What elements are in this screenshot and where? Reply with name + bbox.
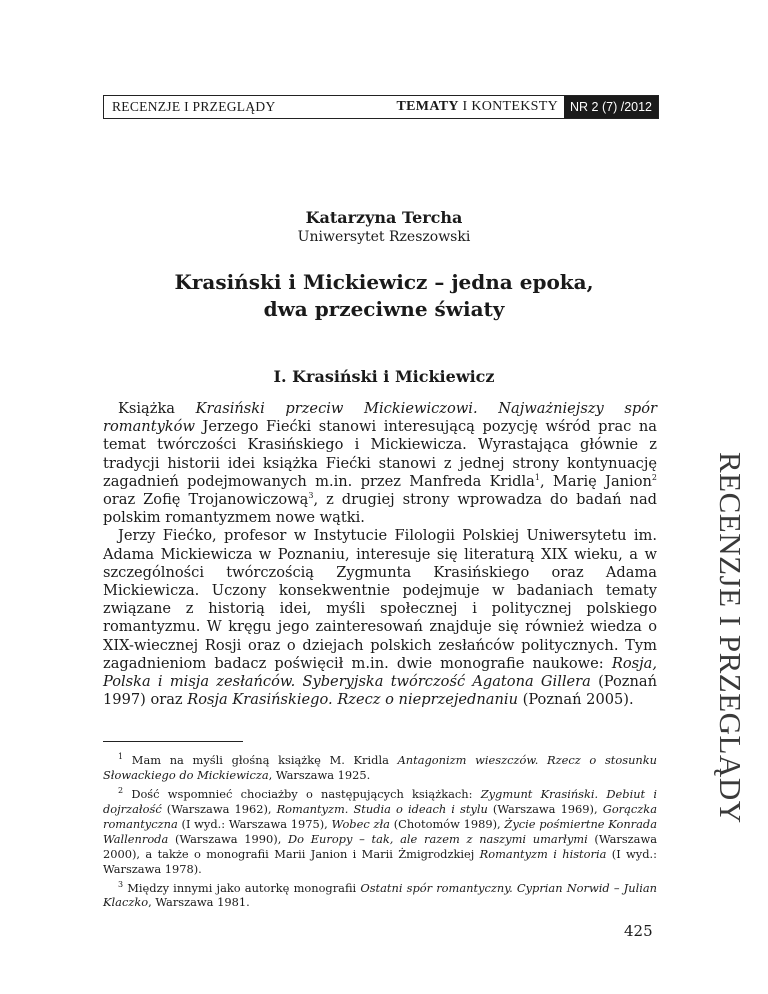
paragraph-2: Jerzy Fiećko, profesor w Instytucie Filologii Polskiej Uniwersytetu im. Adama Mickiewicza w Poznaniu, interesuje się literaturą XIX wieku, a w szczególności twórczością Zygmunta Krasińskiego oraz Adama Mickiewicza. Uczony konsekwentnie podejmuje w badaniach tematy związane z historią idei, myśli społecznej i politycznej polskiego romantyzmu. W kręgu jego zainteresowań znajduje się również wiedza o XIX-wiecznej Rosji oraz o dziejach polskich zesłańców politycznych. Tym zagadnieniom badacz poświęcił m.in. dwie monografie naukowe: Rosja, Polska i misja zesłańców. Syberyjska twórczość Agatona Gillera (Poznań 1997) oraz Rosja Krasińskiego. Rzecz o nieprzejednaniu (Poznań 2005). bbox=[103, 527, 657, 709]
footnote-ref-3[interactable]: 3 bbox=[308, 491, 314, 501]
side-section-label: RECENZJE I PRZEGLĄDY bbox=[713, 452, 748, 824]
footnote-1: $^1$ Mam na myśli głośną książkę M. Kridla Antagonizm wieszczów. Rzecz o stosunku Słowackiego do Mickiewicza, Warszawa 1925. bbox=[103, 752, 657, 782]
author-affiliation: Uniwersytet Rzeszowski bbox=[297, 229, 471, 245]
running-header bbox=[103, 95, 659, 119]
article-title: Krasiński i Mickiewicz – jedna epoka, dwa przeciwne światy bbox=[174, 270, 594, 321]
header-section-name: RECENZJE I PRZEGLĄDY bbox=[112, 99, 276, 114]
footnote-ref-1[interactable]: 1 bbox=[534, 472, 540, 482]
header-issue-badge: NR 2 (7) /2012 bbox=[564, 96, 658, 118]
page-number: 425 bbox=[624, 922, 653, 940]
footnote-2: $^2$ Dość wspomnieć chociażby o następujących książkach: Zygmunt Krasiński. Debiut i dojrzałość (Warszawa 1962), Romantyzm. Studia o ideach i stylu (Warszawa 1969), Gorączka romantyczna (I wyd.: Warszawa 1975), Wobec zła (Chotomów 1989), Życie pośmiertne Konrada Wallenroda (Warszawa 1990), Do Europy – tak, ale razem z naszymi umarłymi (Warszawa 2000), a także o monografii Marii Janion i Marii Żmigrodzkiej Romantyzm i historia (I wyd.: Warszawa 1978). bbox=[103, 785, 658, 876]
footnote-3: $^3$ Między innymi jako autorkę monografii Ostatni spór romantyczny. Cyprian Norwid – Julian Klaczko, Warszawa 1981. bbox=[103, 879, 657, 910]
author-name: Katarzyna Tercha bbox=[305, 208, 463, 227]
section-heading: I. Krasiński i Mickiewicz bbox=[273, 367, 495, 386]
footnotes bbox=[103, 749, 657, 910]
footnote-ref-2[interactable]: 2 bbox=[651, 472, 657, 482]
footnote-divider bbox=[103, 741, 243, 742]
header-journal-name: TEMATY I KONTEKSTY bbox=[396, 99, 559, 114]
article-body bbox=[103, 400, 657, 709]
paragraph-1: Książka Krasiński przeciw Mickiewiczowi. Najważniejszy spór romantyków Jerzego Fiećki stanowi interesującą pozycję wśród prac na temat twórczości Krasińskiego i Mickiewicza. Wyrastająca głównie z tradycji historii idei książka Fiećki stanowi z jednej strony kontynuację zagadnień podejmowanych m.in. przez Manfreda Kridla$^1$, Marię Janion$^2$ oraz Zofię Trojanowiczową$^3$, z drugiej strony wprowadza do badań nad polskim romantyzmem nowe wątki. bbox=[103, 400, 657, 527]
